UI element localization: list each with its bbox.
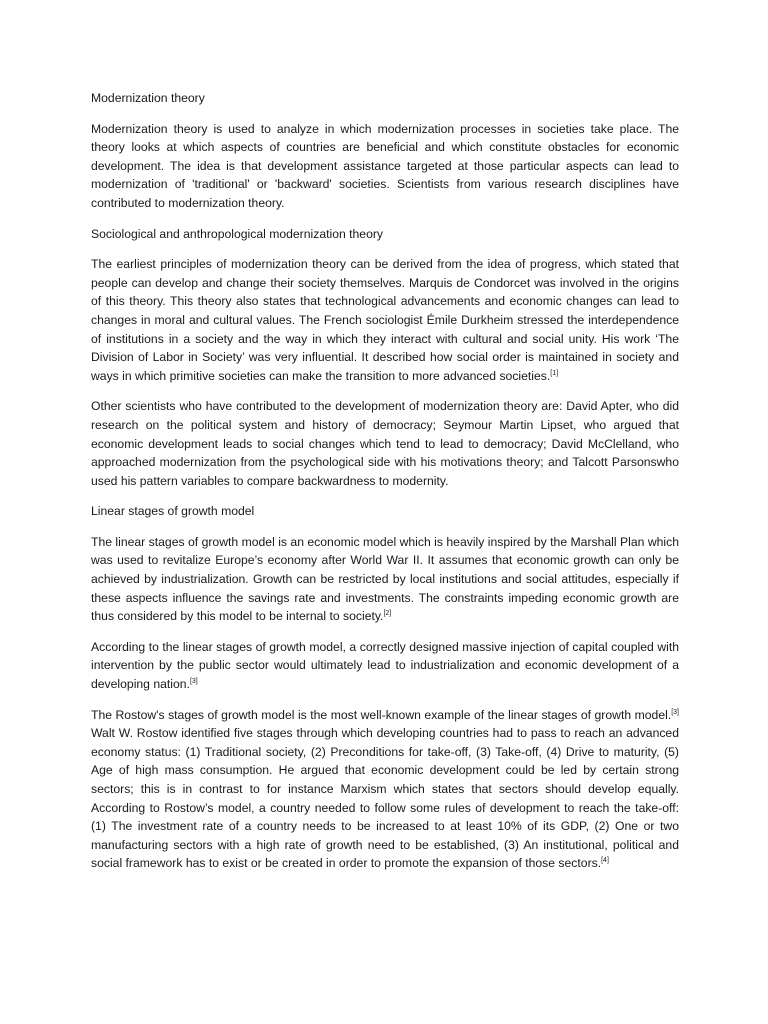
paragraph-rostow	[91, 706, 679, 873]
footnote-ref[interactable]: [2]	[383, 610, 392, 618]
paragraph-linear-model	[91, 533, 679, 626]
paragraph-text: The Rostow's stages of growth model is the most well-known example of the linear stages of growth model.	[91, 707, 672, 722]
paragraph-intro	[91, 120, 679, 213]
heading-modernization-theory: Modernization theory	[91, 91, 205, 105]
footnote-ref[interactable]: [4]	[601, 857, 609, 865]
paragraph-text: Other scientists who have contributed to the development of modernization theory are: David Apter, who did research on the political system and history of democracy; Seymour Martin Lipset, who argued that economic development leads to social changes which tend to lead to democracy; David McClelland, who approached modernization from the psychological side with his motivations theory; and Talcott Parsonswho used his pattern variables to compare backwardness to modernity.	[91, 399, 679, 488]
heading-sociological-theory: Sociological and anthropological modernization theory	[91, 226, 384, 241]
footnote-ref[interactable]: [1]	[550, 369, 559, 377]
footnote-ref[interactable]: [3]	[189, 677, 198, 685]
paragraph-capital-injection	[91, 638, 679, 694]
footnote-ref[interactable]: [3]	[671, 708, 679, 716]
paragraph-text: Walt W. Rostow identified five stages through which developing countries had to pass to reach an advanced economy status: (1) Traditional society, (2) Preconditions for take-off, (3) Take-off, (4) Drive to maturity, (5) Age of high mass consumption. He argued that economic development could be led by certain strong sectors; this is in contrast to for instance Marxism which states that sectors should develop equally. According to Rostow’s model, a country needed to follow some rules of development to reach the take-off: (1) The investment rate of a country needs to be increased to at least 10% of its GDP, (2) One or two manufacturing sectors with a high rate of growth need to be established, (3) An institutional, political and social framework has to exist or be created in order to promote the expansion of those sectors.	[91, 726, 679, 871]
paragraph-other-scientists	[91, 397, 679, 490]
document-page	[91, 89, 679, 885]
paragraph-text: According to the linear stages of growth model, a correctly designed massive injection of capital coupled with intervention by the public sector would ultimately lead to industrialization and economic development of a developing nation.	[91, 639, 679, 692]
paragraph-text: The linear stages of growth model is an economic model which is heavily inspired by the Marshall Plan which was used to revitalize Europe’s economy after World War II. It assumes that economic growth can only be achieved by industrialization. Growth can be restricted by local institutions and social attitudes, especially if these aspects influence the savings rate and investments. The constraints impeding economic growth are thus considered by this model to be internal to society.	[91, 534, 679, 624]
paragraph-text: Modernization theory is used to analyze in which modernization processes in societies take place. The theory looks at which aspects of countries are beneficial and which constitute obstacles for economic development. The idea is that development assistance targeted at those particular aspects can lead to modernization of 'traditional' or 'backward' societies. Scientists from various research disciplines have contributed to modernization theory.	[91, 121, 679, 210]
heading-linear-stages: Linear stages of growth model	[91, 504, 255, 519]
paragraph-text: The earliest principles of modernization theory can be derived from the idea of progress, which stated that people can develop and change their society themselves. Marquis de Condorcet was involved in the origins of this theory. This theory also states that technological advancements and economic changes can lead to changes in moral and cultural values. The French sociologist Émile Durkheim stressed the interdependence of institutions in a society and the way in which they interact with cultural and social unity. His work ‘The Division of Labor in Society’ was very influential. It described how social order is maintained in society and ways in which primitive societies can make the transition to more advanced societies.	[91, 257, 679, 383]
paragraph-earliest-principles	[91, 255, 679, 385]
